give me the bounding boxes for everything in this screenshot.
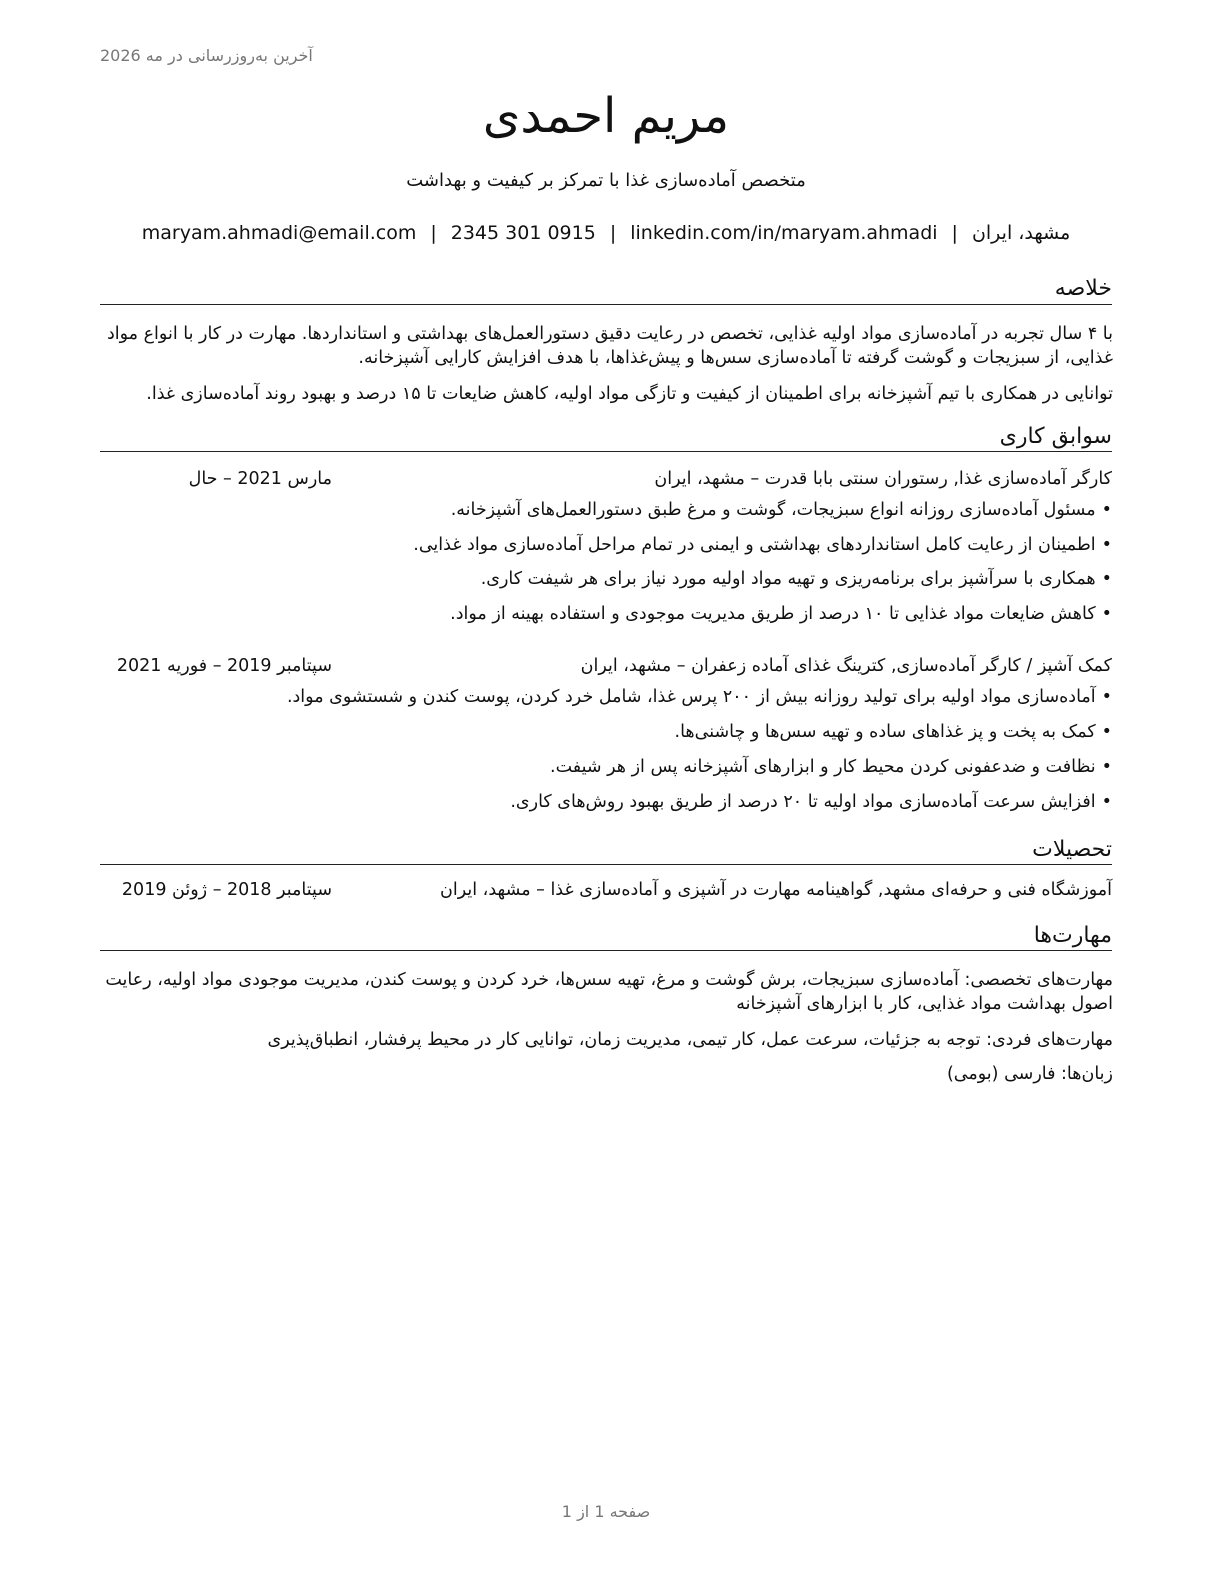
section-divider xyxy=(100,304,1112,305)
job-bullet: •کمک به پخت و پز غذاهای ساده و تهیه سس‌ها و چاشنی‌ها. xyxy=(674,722,1112,742)
education-dates: سپتامبر 2018 – ژوئن 2019 xyxy=(121,880,332,900)
skills-title: مهارت‌ها xyxy=(1033,923,1112,948)
contact-separator: | xyxy=(951,222,958,244)
contact-email[interactable]: maryam.ahmadi@email.com xyxy=(141,222,417,244)
skills-line: زبان‌ها: فارسی (بومی) xyxy=(946,1064,1113,1084)
contact-line xyxy=(100,222,1112,244)
experience-title: سوابق کاری xyxy=(999,424,1112,449)
last-updated: آخرین به‌روزرسانی در مه 2026 xyxy=(100,46,313,65)
section-divider xyxy=(100,950,1112,951)
summary-title: خلاصه xyxy=(1054,276,1112,301)
section-divider xyxy=(100,864,1112,865)
job-bullet: •مسئول آماده‌سازی روزانه انواع سبزیجات، گوشت و مرغ طبق دستورالعمل‌های آشپزخانه. xyxy=(450,500,1112,520)
job-title: کمک آشپز / کارگر آماده‌سازی, کترینگ غذای آماده زعفران – مشهد، ایران xyxy=(580,656,1112,676)
summary-paragraph: با ۴ سال تجربه در آماده‌سازی مواد اولیه غذایی، تخصص در رعایت دقیق دستورالعمل‌های بهداشتی و استانداردها. مهارت در کار با انواع مواد غذایی، از سبزیجات و گوشت گرفته تا آماده‌سازی سس‌ها و پیش‌غذاها، با هدف افزایش کارایی آشپزخانه. xyxy=(106,324,1113,368)
job-bullet: •نظافت و ضدعفونی کردن محیط کار و ابزارهای آشپزخانه پس از هر شیفت. xyxy=(550,757,1112,777)
summary-paragraph: توانایی در همکاری با تیم آشپزخانه برای اطمینان از کیفیت و تازگی مواد اولیه، کاهش ضایعات تا ۱۵ درصد و بهبود روند آماده‌سازی غذا. xyxy=(146,384,1113,404)
job-dates: مارس 2021 – حال xyxy=(188,469,332,489)
skills-line: مهارت‌های فردی: توجه به جزئیات، سرعت عمل، کار تیمی، مدیریت زمان، توانایی کار در محیط پرفشار، انطباق‌پذیری xyxy=(267,1030,1113,1050)
skills-line: مهارت‌های تخصصی: آماده‌سازی سبزیجات، برش گوشت و مرغ، تهیه سس‌ها، خرد کردن و پوست کندن، مدیریت موجودی مواد اولیه، رعایت اصول بهداشت مواد غذایی، کار با ابزارهای آشپزخانه xyxy=(105,970,1113,1014)
contact-phone: 2345 301 0915 xyxy=(450,222,596,244)
education-heading: آموزشگاه فنی و حرفه‌ای مشهد, گواهینامه مهارت در آشپزی و آماده‌سازی غذا – مشهد، ایران xyxy=(440,880,1112,900)
section-divider xyxy=(100,451,1112,452)
contact-linkedin[interactable]: linkedin.com/in/maryam.ahmadi xyxy=(630,222,938,244)
contact-separator: | xyxy=(430,222,437,244)
contact-separator: | xyxy=(609,222,617,244)
candidate-name: مریم احمدی xyxy=(482,88,730,144)
job-bullet: •کاهش ضایعات مواد غذایی تا ۱۰ درصد از طریق مدیریت موجودی و استفاده بهینه از مواد. xyxy=(450,604,1112,624)
candidate-subtitle: متخصص آماده‌سازی غذا با تمرکز بر کیفیت و بهداشت xyxy=(406,170,806,191)
contact-location: مشهد، ایران xyxy=(971,222,1071,244)
page-number: صفحه 1 از 1 xyxy=(561,1502,651,1521)
education-title: تحصیلات xyxy=(1032,837,1112,862)
job-bullet: •همکاری با سرآشپز برای برنامه‌ریزی و تهیه مواد اولیه مورد نیاز برای هر شیفت کاری. xyxy=(480,569,1112,589)
job-bullet: •اطمینان از رعایت کامل استانداردهای بهداشتی و ایمنی در تمام مراحل آماده‌سازی مواد غذایی. xyxy=(413,535,1112,555)
job-bullet: •آماده‌سازی مواد اولیه برای تولید روزانه بیش از ۲۰۰ پرس غذا، شامل خرد کردن، پوست کندن و شستشوی مواد. xyxy=(286,687,1112,707)
job-dates: سپتامبر 2019 – فوریه 2021 xyxy=(116,656,332,676)
job-bullet: •افزایش سرعت آماده‌سازی مواد اولیه تا ۲۰ درصد از طریق بهبود روش‌های کاری. xyxy=(510,792,1112,812)
job-title: کارگر آماده‌سازی غذا, رستوران سنتی بابا قدرت – مشهد، ایران xyxy=(654,469,1112,489)
